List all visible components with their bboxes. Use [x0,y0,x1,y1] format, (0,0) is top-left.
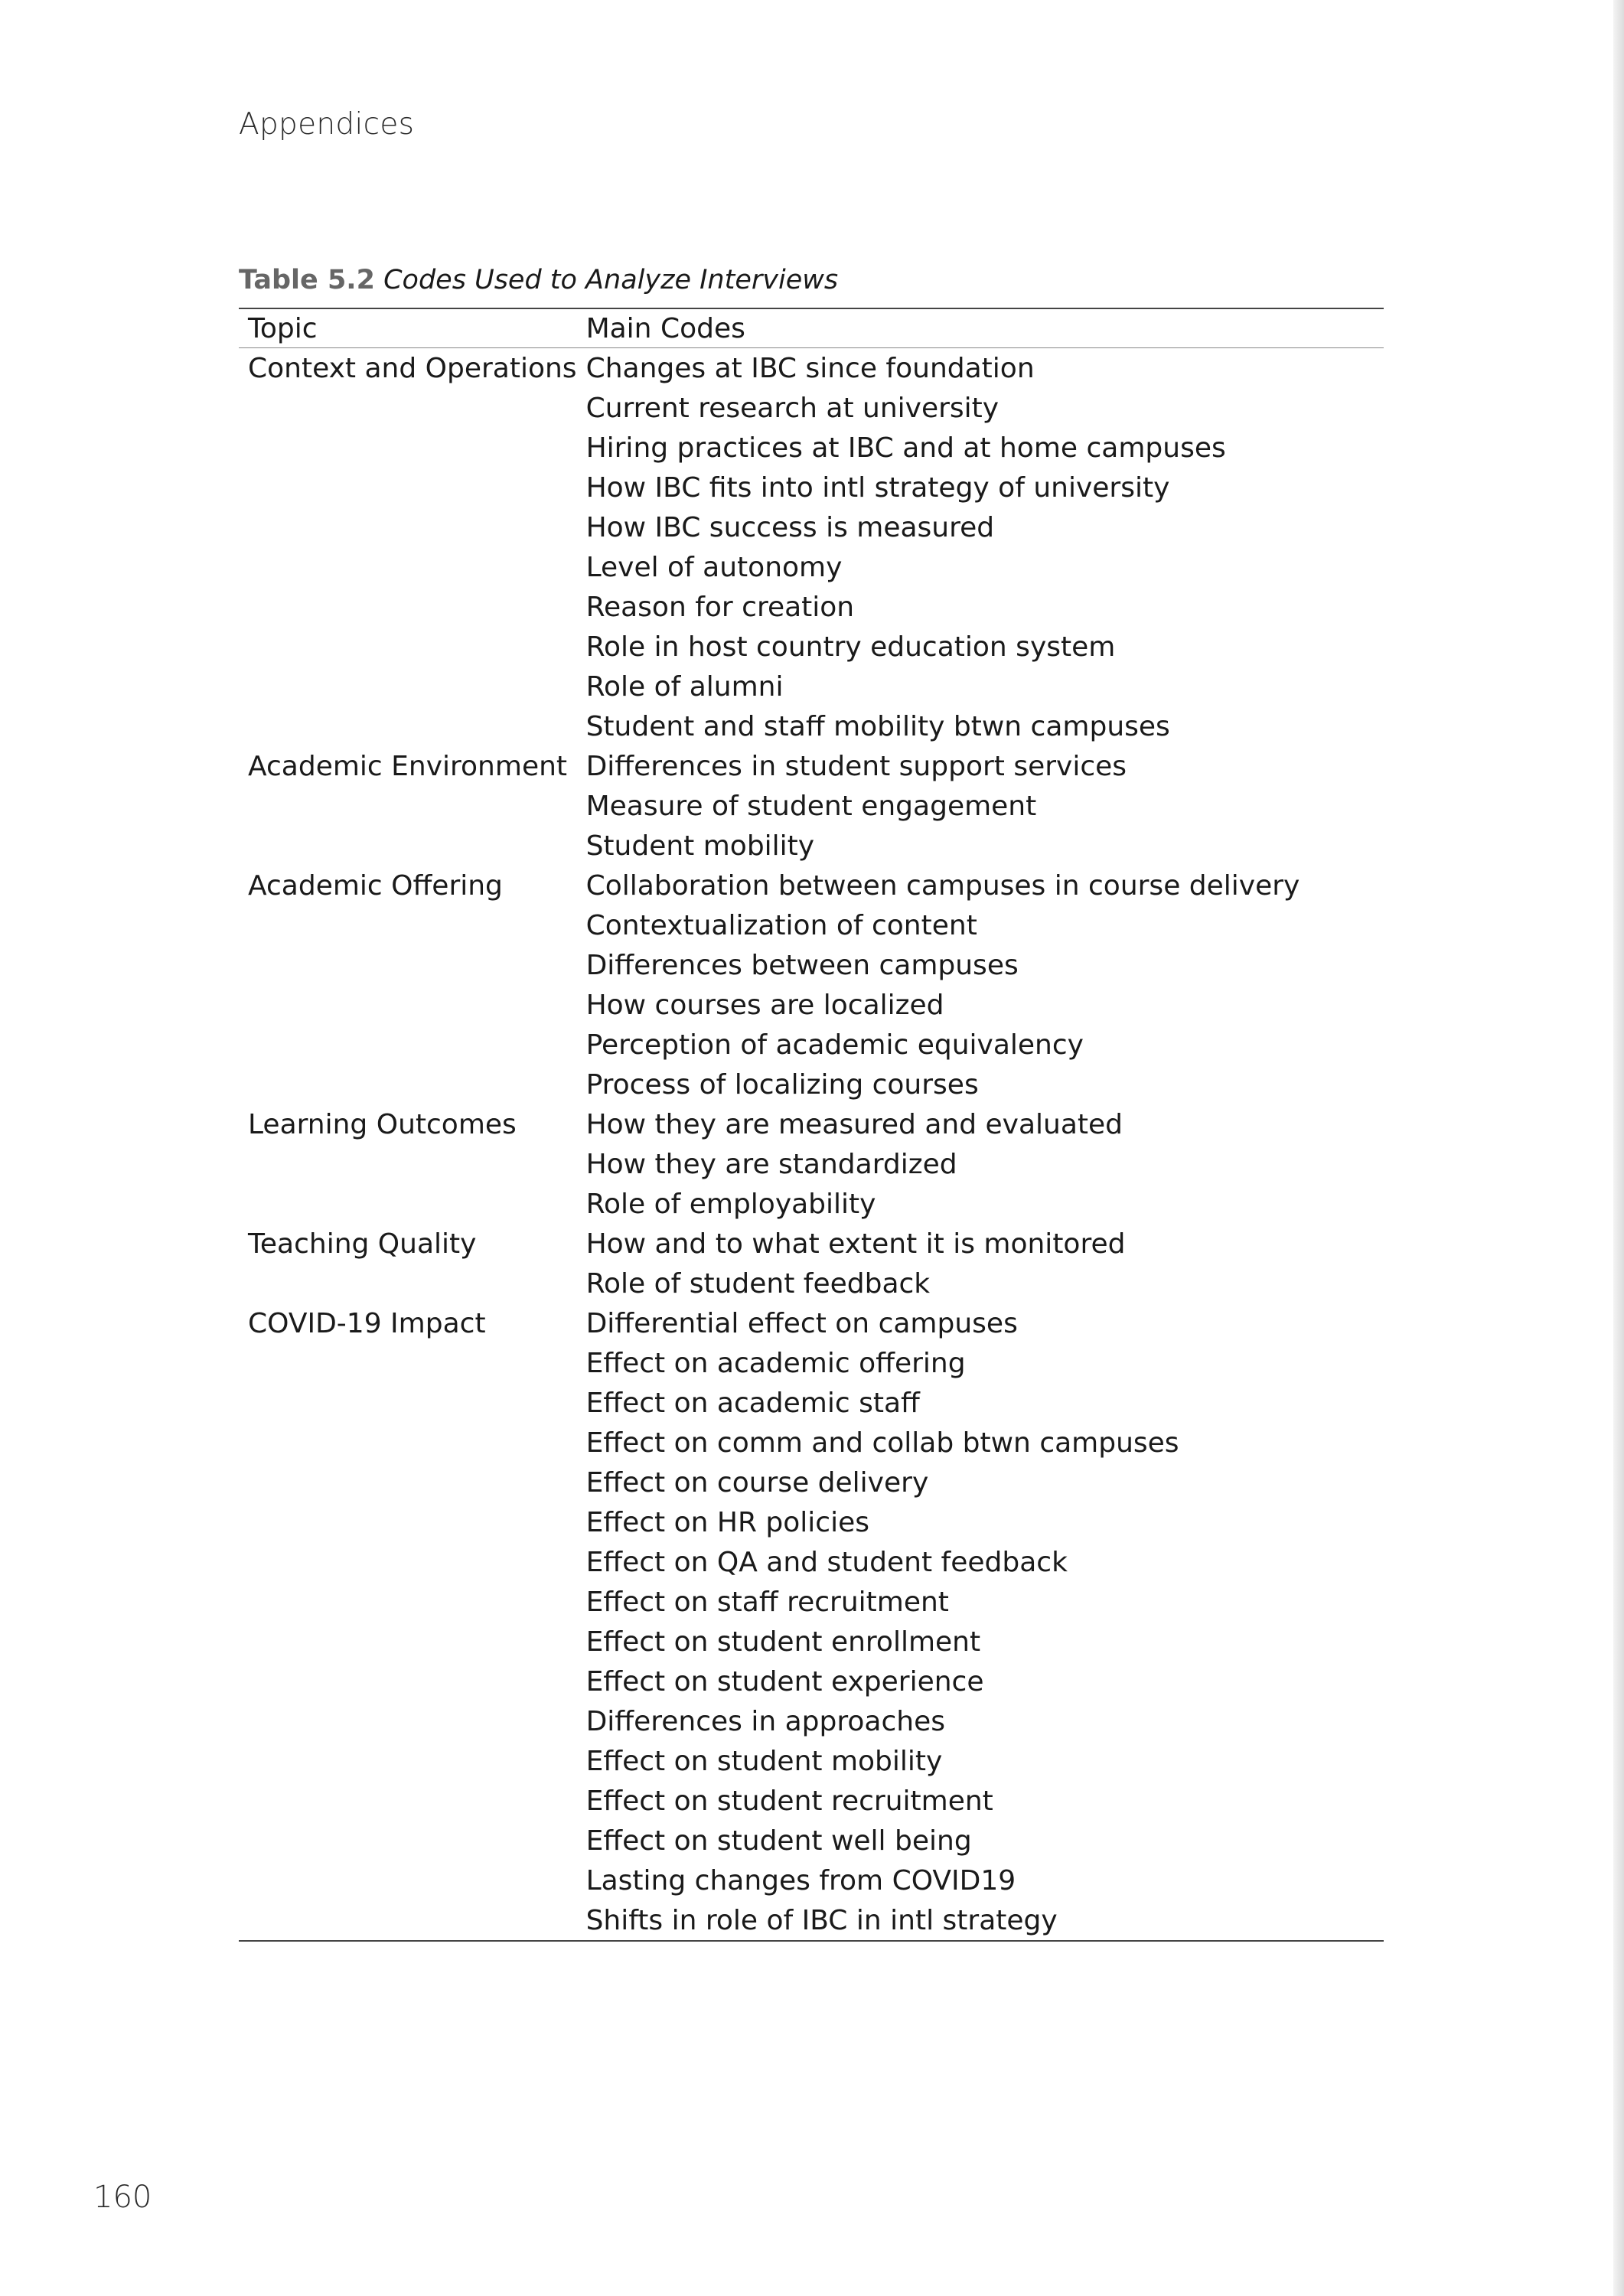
code-cell: Student mobility [585,830,815,862]
table-row [239,1224,1384,1264]
topic-cell [239,786,577,826]
topic-cell: Teaching Quality [248,1228,477,1260]
topic-cell [239,1741,577,1781]
table-row [239,428,1384,468]
topic-cell [239,1662,577,1701]
topic-cell: Context and Operations [248,352,577,384]
code-cell: Level of autonomy [585,551,843,583]
table-row [239,1900,1384,1941]
code-cell: Differences in approaches [585,1705,945,1737]
code-cell: Measure of student engagement [585,790,1037,822]
table-number: Table 5.2 [239,265,375,295]
table-row [239,1741,1384,1781]
table-row [239,547,1384,587]
table-row [239,1343,1384,1383]
table-row [239,1463,1384,1502]
topic-cell [239,1264,577,1303]
table-row [239,587,1384,627]
code-cell: Effect on comm and collab btwn campuses [585,1427,1179,1459]
topic-cell [239,547,577,587]
topic-cell [239,428,577,468]
topic-cell [239,627,577,667]
table-row [239,826,1384,866]
code-cell: Effect on HR policies [585,1506,870,1538]
code-cell: Shifts in role of IBC in intl strategy [585,1904,1058,1936]
topic-cell [239,1025,577,1065]
table-row [239,388,1384,428]
table-row [239,786,1384,826]
table-row [239,1264,1384,1303]
table-title: Codes Used to Analyze Interviews [383,265,839,295]
table-row [239,1662,1384,1701]
code-cell: Role in host country education system [585,631,1116,663]
code-cell: How courses are localized [585,989,944,1021]
topic-cell [239,985,577,1025]
table-row [239,1184,1384,1224]
code-cell: Reason for creation [585,591,855,623]
code-cell: Effect on student recruitment [585,1785,993,1817]
table-row [239,1025,1384,1065]
code-cell: Role of alumni [585,670,784,703]
table-caption [239,263,838,297]
topic-cell [239,1463,577,1502]
header-topic: Topic [239,308,577,348]
topic-cell [239,1502,577,1542]
topic-cell [239,905,577,945]
topic-cell [239,706,577,746]
codes-table [239,308,1384,1942]
topic-cell: Learning Outcomes [248,1108,517,1140]
code-cell: Contextualization of content [585,909,977,941]
table-row [239,1423,1384,1463]
topic-cell [239,1622,577,1662]
header-main-codes: Main Codes [577,308,1384,348]
code-cell: Differences between campuses [585,949,1019,981]
code-cell: Effect on course delivery [585,1466,929,1499]
topic-cell [239,468,577,507]
topic-cell [239,507,577,547]
code-cell: How IBC fits into intl strategy of university [585,471,1170,504]
code-cell: Effect on academic staff [585,1387,920,1419]
table-row [239,348,1384,389]
code-cell: Role of student feedback [585,1267,931,1300]
code-cell: Effect on staff recruitment [585,1586,949,1618]
code-cell: How they are standardized [585,1148,957,1180]
table-row [239,1821,1384,1861]
topic-cell [239,388,577,428]
topic-cell [239,1423,577,1463]
table-row [239,1104,1384,1144]
topic-cell [239,1582,577,1622]
topic-cell [239,667,577,706]
topic-cell [239,1701,577,1741]
table-row [239,667,1384,706]
topic-cell [239,1184,577,1224]
code-cell: Effect on academic offering [585,1347,966,1379]
table-row [239,706,1384,746]
code-cell: Effect on student enrollment [585,1626,981,1658]
table-row [239,1542,1384,1582]
topic-cell: Academic Environment [248,750,568,782]
page-edge [1613,0,1624,2296]
table-row [239,1065,1384,1104]
code-cell: Effect on student mobility [585,1745,943,1777]
table-row [239,866,1384,905]
table-row [239,1701,1384,1741]
table-row [239,985,1384,1025]
code-cell: How they are measured and evaluated [585,1108,1123,1140]
topic-cell [239,1065,577,1104]
code-cell: Current research at university [585,392,1000,424]
code-cell: Lasting changes from COVID19 [585,1864,1016,1896]
code-cell: Changes at IBC since foundation [585,352,1035,384]
topic-cell: Academic Offering [248,869,503,902]
code-cell: How and to what extent it is monitored [585,1228,1126,1260]
code-cell: Collaboration between campuses in course delivery [585,869,1300,902]
code-cell: Differential effect on campuses [585,1307,1018,1339]
code-cell: Effect on QA and student feedback [585,1546,1068,1578]
running-head: Appendices [239,107,415,142]
table-row [239,1861,1384,1900]
topic-cell [239,826,577,866]
table-row [239,746,1384,786]
table-body [239,348,1384,1942]
table-row [239,945,1384,985]
topic-cell [239,1861,577,1900]
code-cell: Effect on student well being [585,1825,972,1857]
table-row [239,507,1384,547]
table-row [239,1622,1384,1662]
code-cell: Student and staff mobility btwn campuses [585,710,1170,742]
table-row [239,627,1384,667]
topic-cell [239,1383,577,1423]
code-cell: Differences in student support services [585,750,1127,782]
page-number: 160 [93,2180,152,2215]
table-row [239,1582,1384,1622]
code-cell: Process of localizing courses [585,1068,979,1101]
topic-cell [239,1781,577,1821]
table-row [239,1144,1384,1184]
topic-cell [239,1821,577,1861]
table-row [239,468,1384,507]
table-row [239,1383,1384,1423]
table-row [239,1303,1384,1343]
code-cell: Perception of academic equivalency [585,1029,1084,1061]
topic-cell [239,1144,577,1184]
code-cell: Hiring practices at IBC and at home campuses [585,432,1226,464]
table-row [239,1502,1384,1542]
code-cell: Effect on student experience [585,1665,984,1698]
code-cell: Role of employability [585,1188,876,1220]
topic-cell [239,1343,577,1383]
topic-cell [239,1900,577,1941]
topic-cell: COVID-19 Impact [248,1307,486,1339]
topic-cell [239,1542,577,1582]
code-cell: How IBC success is measured [585,511,995,543]
table-row [239,905,1384,945]
table-header-row [239,308,1384,348]
topic-cell [239,945,577,985]
topic-cell [239,587,577,627]
table-row [239,1781,1384,1821]
